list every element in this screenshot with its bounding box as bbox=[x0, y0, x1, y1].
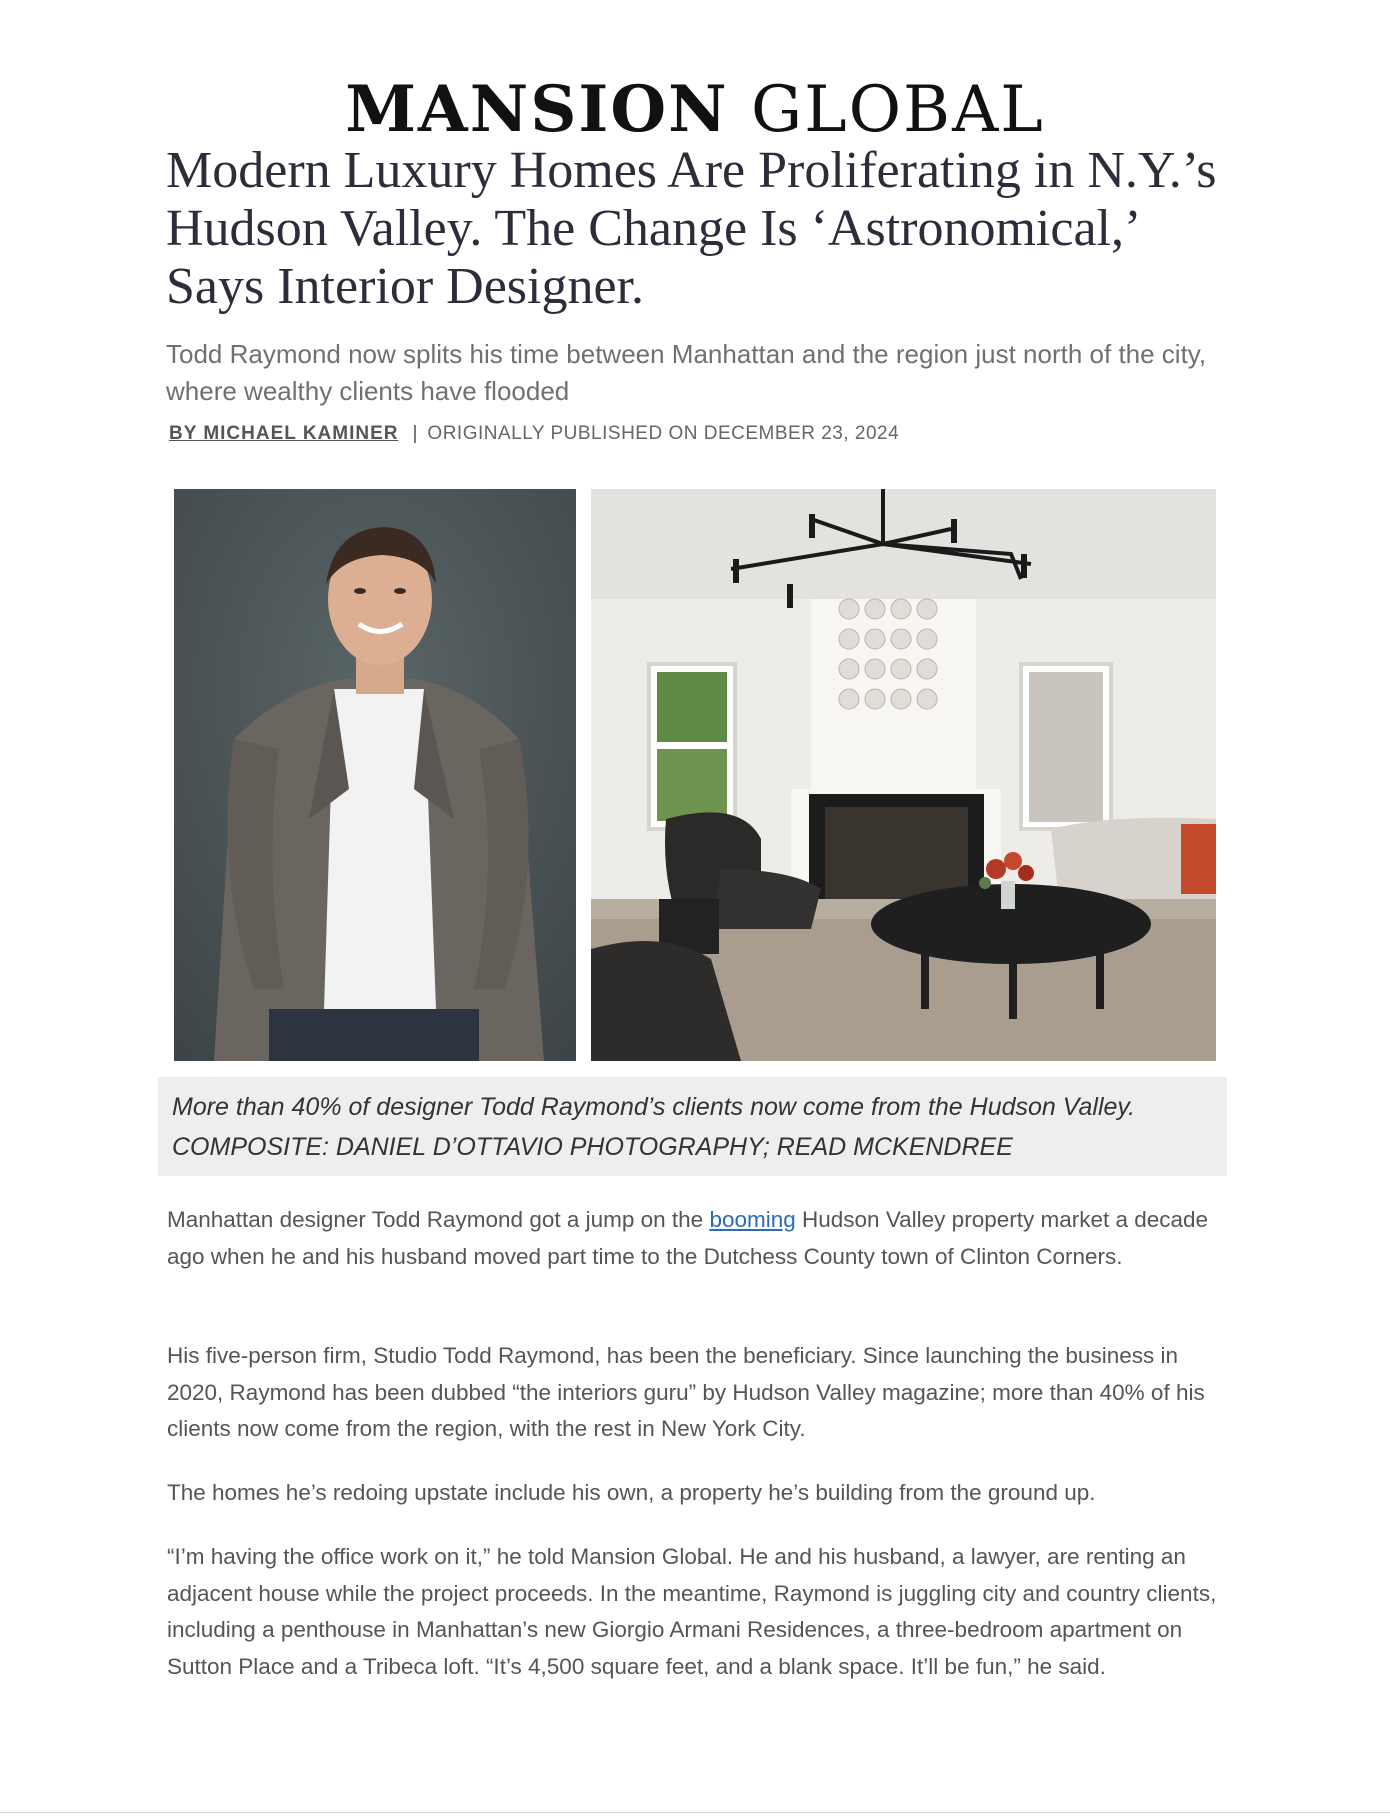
brand-bold: MANSION bbox=[345, 72, 729, 147]
article-headline: Modern Luxury Homes Are Proliferating in N.Y.’s Hudson Valley. The Change Is ‘Astronomical,’ Says Interior Designer. bbox=[166, 142, 1217, 315]
paragraph-3: The homes he’s redoing upstate include his own, a property he’s building from the ground up. bbox=[167, 1480, 1096, 1505]
interior-photo bbox=[591, 489, 1216, 1061]
brand-light: GLOBAL bbox=[750, 73, 1045, 147]
paragraph-4: “I’m having the office work on it,” he told Mansion Global. He and his husband, a lawyer, are renting an adjacent house while the project proceeds. In the meantime, Raymond is juggling city and country clients, including a penthouse in Manhattan’s new Giorgio Armani Residences, a three-bedroom apartment on Sutton Place and a Tribeca loft. “It’s 4,500 square feet, and a blank space. It’ll be fun,” he said. bbox=[167, 1544, 1217, 1679]
author-link[interactable]: BY MICHAEL KAMINER bbox=[169, 423, 399, 444]
byline bbox=[169, 420, 1229, 448]
booming-link[interactable]: booming bbox=[709, 1207, 796, 1232]
caption-credit: COMPOSITE: DANIEL D’OTTAVIO PHOTOGRAPHY; READ MCKENDREE bbox=[172, 1133, 1013, 1161]
caption-text: More than 40% of designer Todd Raymond’s clients now come from the Hudson Valley. bbox=[172, 1093, 1136, 1121]
byline-separator: | bbox=[412, 423, 418, 444]
article-dek: Todd Raymond now splits his time between Manhattan and the region just north of the city, where wealthy clients have flooded bbox=[166, 339, 1207, 406]
paragraph-1-lead: Manhattan designer Todd Raymond got a jump on the bbox=[167, 1207, 710, 1232]
paragraph-1-rest: Hudson Valley property market a decade ago when he and his husband moved part time to the Dutchess County town of Clinton Corners. bbox=[167, 1207, 1209, 1269]
publish-date: ORIGINALLY PUBLISHED ON DECEMBER 23, 2024 bbox=[427, 423, 900, 444]
photo-caption bbox=[158, 1077, 1227, 1176]
paragraph-1 bbox=[167, 1202, 1237, 1275]
page-bottom-divider bbox=[0, 1812, 1390, 1813]
masthead-logo[interactable] bbox=[0, 68, 1390, 152]
paragraph-2: His five-person firm, Studio Todd Raymond, has been the beneficiary. Since launching the business in 2020, Raymond has been dubbed “the interiors guru” by Hudson Valley magazine; more than 40% of his clients now come from the region, with the rest in New York City. bbox=[167, 1343, 1205, 1441]
portrait-photo bbox=[174, 489, 576, 1061]
